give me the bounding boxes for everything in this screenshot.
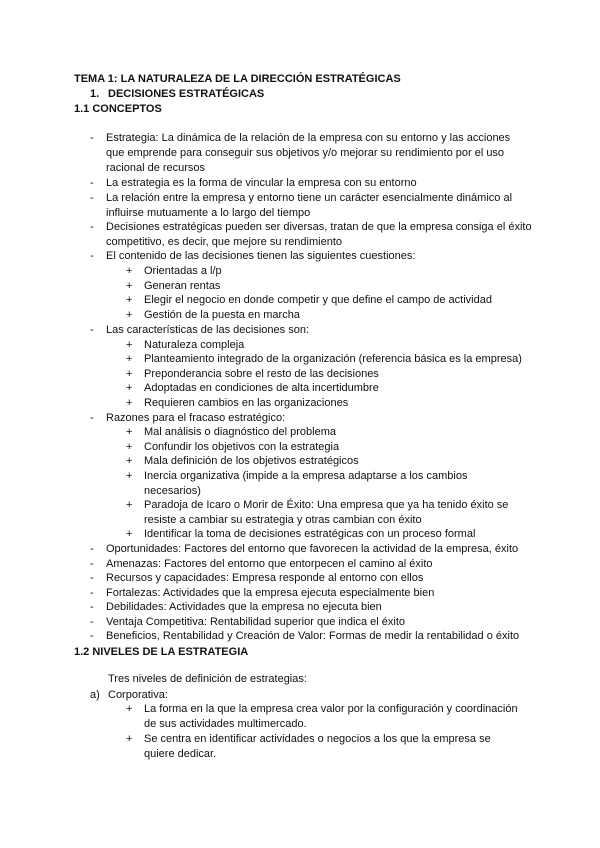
list-marker: - bbox=[90, 250, 94, 262]
list-marker: - bbox=[90, 558, 94, 570]
list-marker: - bbox=[90, 543, 94, 555]
list-marker: - bbox=[90, 412, 94, 424]
list-item-text: Mala definición de los objetivos estratégicos bbox=[144, 455, 359, 467]
list-item-text: Planteamiento integrado de la organización (referencia básica es la empresa) bbox=[144, 353, 522, 365]
list-item-text: La forma en la que la empresa crea valor por la configuración y coordinación de sus actividades multimercado. bbox=[144, 703, 518, 730]
list-item-text: La estrategia es la forma de vincular la empresa con su entorno bbox=[106, 177, 417, 189]
list-item-text: Inercia organizativa (impide a la empresa adaptarse a los cambios necesarios) bbox=[144, 470, 468, 497]
list-item-text: Recursos y capacidades: Empresa responde al entorno con ellos bbox=[106, 572, 424, 584]
list-marker: - bbox=[90, 572, 94, 584]
list-marker: + bbox=[126, 470, 133, 482]
list-item-text: Preponderancia sobre el resto de las decisiones bbox=[144, 368, 379, 380]
list-item-text: Elegir el negocio en donde competir y que define el campo de actividad bbox=[144, 294, 492, 306]
list-item-text: Gestión de la puesta en marcha bbox=[144, 309, 300, 321]
list-marker: + bbox=[126, 455, 133, 467]
list-marker: + bbox=[126, 733, 133, 745]
list-marker: + bbox=[126, 280, 133, 292]
list-marker: - bbox=[90, 324, 94, 336]
list-marker: - bbox=[90, 221, 94, 233]
list-item-text: El contenido de las decisiones tienen las siguientes cuestiones: bbox=[106, 250, 416, 262]
intro-text: Tres niveles de definición de estrategias: bbox=[108, 673, 307, 685]
document-title: TEMA 1: LA NATURALEZA DE LA DIRECCIÓN ESTRATÉGICAS bbox=[74, 73, 401, 85]
list-marker: - bbox=[90, 132, 94, 144]
list-item-text: Paradoja de Icaro o Morir de Éxito: Una empresa que ya ha tenido éxito se resiste a cambiar su estrategia y otras cambian con éxito bbox=[144, 499, 509, 526]
list-item-text: Amenazas: Factores del entorno que entorpecen el camino al éxito bbox=[106, 558, 433, 570]
section-label: DECISIONES ESTRATÉGICAS bbox=[108, 88, 265, 100]
list-item-text: Confundir los objetivos con la estrategia bbox=[144, 441, 340, 453]
list-marker: + bbox=[126, 382, 133, 394]
list-item-text: Estrategia: La dinámica de la relación de la empresa con su entorno y las acciones que emprende para conseguir sus objetivos y/o mejorar su rendimiento por el uso racional de recursos bbox=[106, 132, 511, 174]
list-item-text: Requieren cambios en las organizaciones bbox=[144, 397, 349, 409]
section-heading-decisiones bbox=[90, 88, 264, 100]
list-marker: - bbox=[90, 616, 94, 628]
list-item-text: Corporativa: bbox=[108, 689, 168, 701]
list-marker: + bbox=[126, 499, 133, 511]
list-item-text: Oportunidades: Factores del entorno que favorecen la actividad de la empresa, éxito bbox=[106, 543, 519, 555]
list-item-text: Mal análisis o diagnóstico del problema bbox=[144, 426, 336, 438]
list-marker: + bbox=[126, 528, 133, 540]
section-number: 1. bbox=[90, 88, 100, 100]
list-marker: a) bbox=[90, 689, 100, 701]
list-marker: + bbox=[126, 309, 133, 321]
list-item-text: Se centra en identificar actividades o negocios a los que la empresa se quiere dedicar. bbox=[144, 733, 491, 760]
list-item-text: Adoptadas en condiciones de alta incertidumbre bbox=[144, 382, 379, 394]
list-marker: - bbox=[90, 601, 94, 613]
list-item-text: Decisiones estratégicas pueden ser diversas, tratan de que la empresa consiga el éxito competitivo, es decir, que mejore su rendimiento bbox=[106, 221, 532, 248]
list-marker: + bbox=[126, 265, 133, 277]
list-item-text: Identificar la toma de decisiones estratégicas con un proceso formal bbox=[144, 528, 476, 540]
list-item-text: Razones para el fracaso estratégico: bbox=[106, 412, 286, 424]
list-marker: + bbox=[126, 426, 133, 438]
list-marker: - bbox=[90, 587, 94, 599]
list-item-text: Orientadas a l/p bbox=[144, 265, 222, 277]
list-marker: - bbox=[90, 630, 94, 642]
list-marker: + bbox=[126, 441, 133, 453]
list-marker: + bbox=[126, 397, 133, 409]
list-item-text: Beneficios, Rentabilidad y Creación de Valor: Formas de medir la rentabilidad o éxito bbox=[106, 630, 520, 642]
list-marker: + bbox=[126, 368, 133, 380]
list-item-text: Naturaleza compleja bbox=[144, 339, 245, 351]
list-marker: + bbox=[126, 353, 133, 365]
list-marker: + bbox=[126, 703, 133, 715]
list-item-text: Ventaja Competitiva: Rentabilidad superior que indica el éxito bbox=[106, 616, 406, 628]
subsection-heading-conceptos: 1.1 CONCEPTOS bbox=[74, 103, 162, 115]
list-marker: - bbox=[90, 192, 94, 204]
subsection-heading-niveles: 1.2 NIVELES DE LA ESTRATEGIA bbox=[74, 646, 249, 658]
list-item-text: Las características de las decisiones son: bbox=[106, 324, 309, 336]
list-item-text: Fortalezas: Actividades que la empresa ejecuta especialmente bien bbox=[106, 587, 435, 599]
list-marker: + bbox=[126, 339, 133, 351]
list-item-text: Generan rentas bbox=[144, 280, 221, 292]
list-marker: + bbox=[126, 294, 133, 306]
list-marker: - bbox=[90, 177, 94, 189]
list-item-text: Debilidades: Actividades que la empresa no ejecuta bien bbox=[106, 601, 382, 613]
list-item-text: La relación entre la empresa y entorno tiene un carácter esencialmente dinámico al influirse mutuamente a lo largo del tiempo bbox=[106, 192, 513, 219]
